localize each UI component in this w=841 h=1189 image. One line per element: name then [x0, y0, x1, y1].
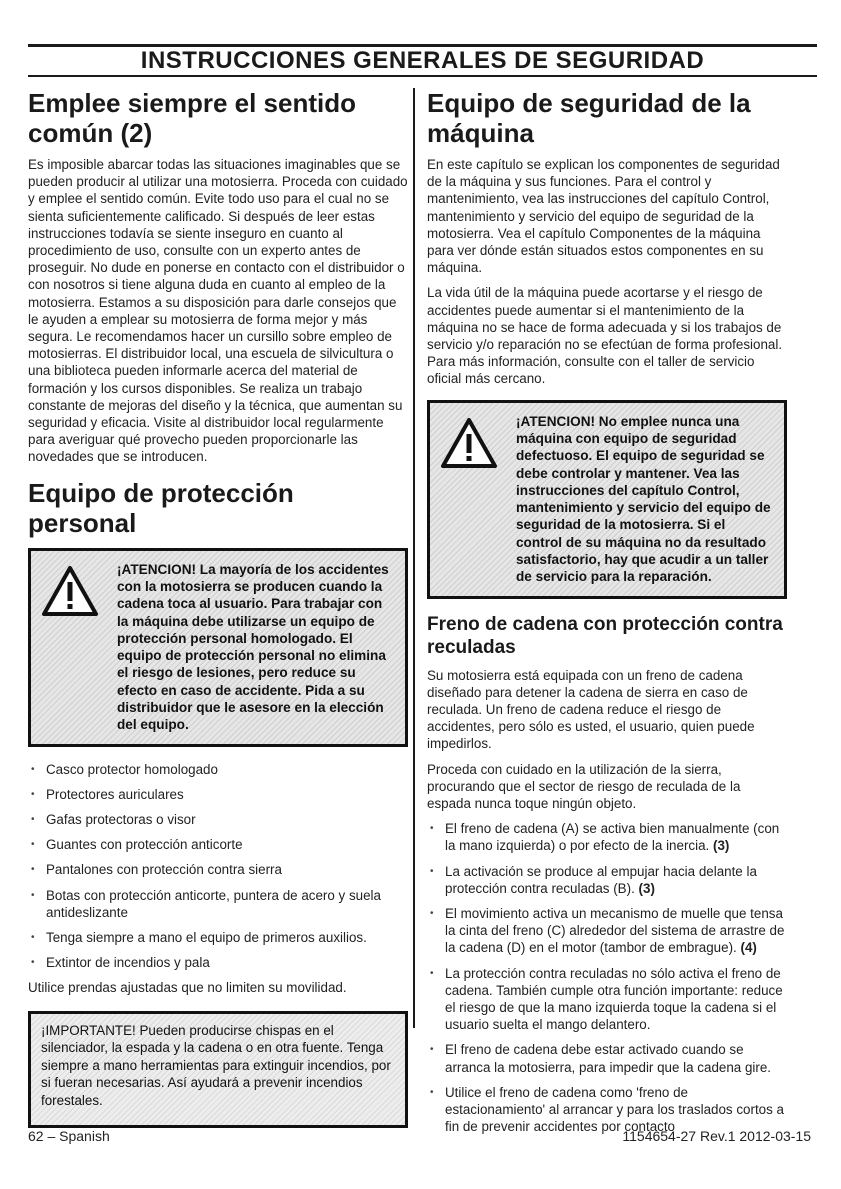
bullet-icon: • [430, 967, 434, 979]
ppe-warning-box [28, 548, 408, 747]
list-item: • Pantalones con protección contra sierra [31, 862, 282, 878]
page-title: INSTRUCCIONES GENERALES DE SEGURIDAD [140, 47, 705, 74]
machine-warning-box [427, 400, 787, 599]
bullet-icon: • [430, 908, 434, 920]
chain-brake-paragraph-2: Proceda con cuidado en la utilización de la sierra, procurando que el sector de riesgo de reculada de la espada nunca toque ningún objeto. [427, 761, 741, 812]
safety-equipment-heading: Equipo de seguridad de la máquina [427, 88, 751, 148]
bullet-icon: • [430, 1044, 434, 1056]
warning-triangle-icon [440, 417, 498, 469]
bullet-icon: • [430, 865, 434, 877]
list-item: • La activación se produce al empujar hacia delante la protección contra reculadas (B). (3) [430, 863, 757, 896]
figure-reference: (3) [638, 880, 655, 896]
column-divider [413, 88, 415, 1028]
bullet-icon: • [31, 839, 35, 851]
bullet-icon: • [31, 864, 35, 876]
list-item: • Extintor de incendios y pala [31, 955, 210, 971]
ppe-heading: Equipo de protección personal [28, 477, 294, 538]
list-item: • El movimiento activa un mecanismo de muelle que tensa la cinta del freno (C) alrededor del sistema de arrastre de la cadena (D) en el motor (tambor de embrague). (4) [430, 906, 785, 956]
bullet-icon: • [31, 814, 35, 826]
list-item: • Protectores auriculares [31, 786, 184, 802]
list-item: • Gafas protectoras o visor [31, 812, 196, 828]
bullet-icon: • [31, 889, 35, 901]
chain-brake-paragraph-1: Su motosierra está equipada con un freno de cadena diseñado para detener la cadena de sierra en caso de reculada. Un freno de cadena reduce el riesgo de accidentes, pero sólo es usted, el usuario, quien puede impedirlos. [427, 667, 755, 752]
figure-reference: (3) [712, 838, 730, 854]
chain-brake-list [427, 820, 787, 1135]
document-id: 1154654-27 Rev.1 2012-03-15 [622, 1128, 811, 1144]
bullet-icon: • [31, 957, 35, 969]
safety-equipment-paragraph-2: La vida útil de la máquina puede acortarse y el riesgo de accidentes puede aumentar si el mantenimiento de la máquina no se hace de forma adecuada y si los trabajos de servicio y/o reparación no se efectúan de forma profesional. Para más información, consulte con el taller de servicio oficial más cercano. [427, 285, 783, 387]
right-column [427, 88, 787, 1143]
common-sense-paragraph: Es imposible abarcar todas las situaciones imaginables que se pueden producir al utilizar una motosierra. Proceda con cuidado y emplee el sentido común. Evite todo uso para el cual no se sienta suficientemente calificado. Si después de leer estas instrucciones todavía se siente inseguro en cuanto al procedimiento de uso, consulte con un experto antes de proseguir. No dude en ponerse en contacto con el distribuidor o con nosotros si tiene alguna duda en cuanto al empleo de la motosierra. Estamos a su disposición para darle consejos que le ayuden a emplear su motosierra de forma mejor y más segura. Le recomendamos hacer un cursillo sobre empleo de motosierras. El distribuidor local, una escuela de silvicultura o una biblioteca pueden informarle acerca del material de formación y los cursos disponibles. Se realiza un trabajo constante de mejoras del diseño y la técnica, que aumentan su seguridad y eficacia. Visite al distribuidor local regularmente para averiguar qué provecho pueden proporcionarle las novedades que se introducen. [28, 157, 408, 465]
list-item: • El freno de cadena (A) se activa bien manualmente (con la mano izquierda) o por efecto de la inercia. (3) [430, 821, 780, 854]
bullet-icon: • [31, 788, 35, 800]
page-header [28, 44, 817, 77]
common-sense-heading: Emplee siempre el sentido común (2) [28, 88, 357, 148]
ppe-warning-text: ¡ATENCION! La mayoría de los accidentes con la motosierra se producen cuando la cadena toca al usuario. Para trabajar con la máquina debe utilizarse un equipo de protección personal homologado. El equipo de protección personal no elimina el riesgo de lesiones, pero reduce su efecto en caso de accidente. Pida a su distribuidor que le asesore en la elección del equipo. [117, 561, 389, 733]
important-notice-box [28, 1011, 408, 1129]
figure-reference: (4) [740, 940, 757, 956]
safety-equipment-paragraph-1: En este capítulo se explican los componentes de seguridad de la máquina y sus funciones. Para el control y mantenimiento, vea las instrucciones del capítulo Control, mantenimiento y servicio del equipo de seguridad de la motosierra. Vea el capítulo Componentes de la máquina para ver dónde están situados estos componentes en su máquina. [427, 157, 780, 276]
chain-brake-heading: Freno de cadena con protección contra reculadas [427, 613, 783, 658]
important-notice-text: ¡IMPORTANTE! Pueden producirse chispas en el silenciador, la espada y la cadena o en otra fuente. Tenga siempre a mano herramientas para extinguir incendios, por si fueran necesarias. Así ayudará a prevenir incendios forestales. [41, 1022, 391, 1108]
list-item: • El freno de cadena debe estar activado cuando se arranca la motosierra, para impedir que la cadena gire. [430, 1042, 772, 1075]
ppe-clothing-note: Utilice prendas ajustadas que no limiten su movilidad. [28, 980, 347, 996]
left-column [28, 88, 408, 1128]
bullet-icon: • [430, 823, 434, 835]
list-item: • Casco protector homologado [31, 761, 218, 777]
list-item: • Tenga siempre a mano el equipo de primeros auxilios. [31, 930, 367, 946]
list-item: • La protección contra reculadas no sólo activa el freno de cadena. También cumple otra función importante: reduce el riesgo de que la mano izquierda toque la cadena si el usuario suelta el mango delantero. [430, 965, 783, 1033]
list-item: • Guantes con protección anticorte [31, 837, 243, 853]
list-item: • Utilice el freno de cadena como 'freno de estacionamiento' al arrancar y para los traslados cortos a fin de prevenir accidentes por contacto [430, 1084, 784, 1135]
ppe-list [28, 761, 408, 972]
page-number: 62 – Spanish [28, 1128, 110, 1144]
bullet-icon: • [430, 1086, 434, 1098]
bullet-icon: • [31, 763, 35, 775]
bullet-icon: • [31, 932, 35, 944]
warning-triangle-icon [41, 565, 99, 617]
list-item: • Botas con protección anticorte, puntera de acero y suela antideslizante [31, 887, 381, 920]
machine-warning-text: ¡ATENCION! No emplee nunca una máquina con equipo de seguridad defectuoso. El equipo de seguridad se debe controlar y mantener. Vea las instrucciones del capítulo Control, mantenimiento y servicio del equipo de seguridad de la motosierra. Si el control de su máquina no da resultado satisfactorio, hay que acudir a un taller de servicio para la reparación. [516, 413, 771, 585]
